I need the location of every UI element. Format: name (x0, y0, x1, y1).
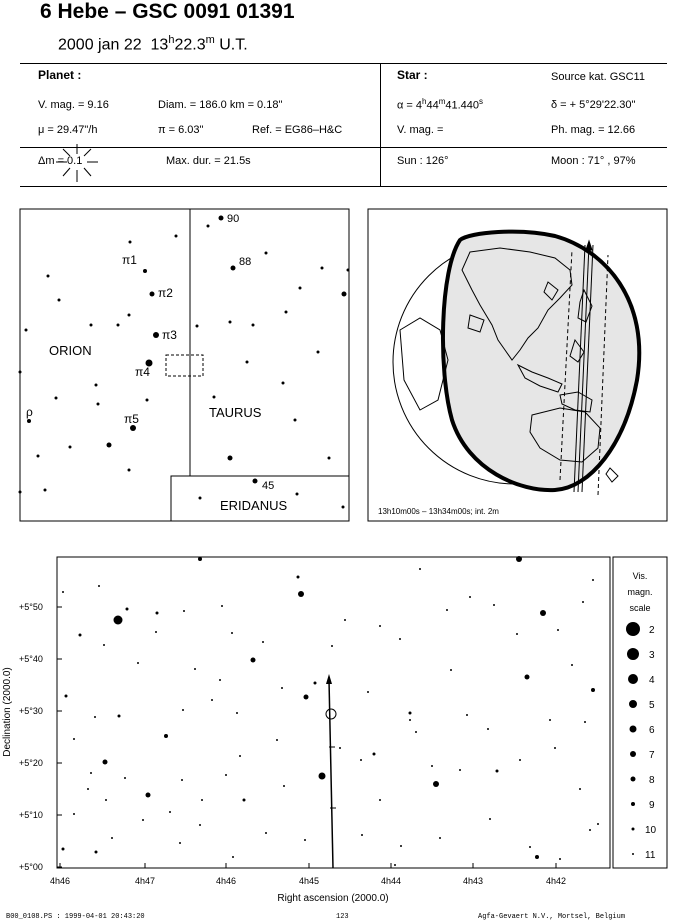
star-label-rho: ρ (26, 405, 33, 419)
scale-title-line1: Vis. (632, 571, 648, 581)
star-phmag: Ph. mag. = 12.66 (551, 124, 636, 136)
xtick-label: 4h45 (298, 876, 320, 886)
target-star-marker (326, 709, 336, 719)
mag-label: 3 (649, 650, 655, 661)
xtick-label: 4h44 (380, 876, 402, 886)
y-axis-label: Declination (2000.0) (2, 667, 13, 757)
star-label-88: 88 (239, 256, 252, 268)
ytick-label: +5°40 (19, 654, 43, 664)
planet-vmag: V. mag. = 9.16 (38, 99, 109, 111)
star-label-45: 45 (262, 480, 275, 492)
xtick-label: 4h46 (215, 876, 237, 886)
detail-chart-frame (57, 557, 610, 868)
mag-label: 7 (649, 750, 655, 761)
ytick-label: +5°00 (19, 862, 43, 872)
moon-info: Moon : 71° , 97% (551, 155, 636, 167)
occultation-visibility-region (443, 232, 639, 490)
star-label-pi5: π5 (124, 412, 139, 426)
constellation-taurus: TAURUS (209, 405, 262, 420)
xtick-label: 4h42 (545, 876, 567, 886)
scale-title-line2: magn. (627, 587, 653, 597)
xtick-label: 4h43 (462, 876, 484, 886)
max-duration: Max. dur. = 21.5s (166, 155, 251, 167)
mag-label: 8 (649, 775, 655, 786)
magnitude-scale-labels (645, 625, 657, 861)
magnitude-scale-title (627, 571, 652, 613)
star-label-pi1: π1 (122, 253, 137, 267)
planet-motion: μ = 29.47"/h (38, 124, 98, 136)
mag-label: 6 (649, 725, 655, 736)
mag-label: 11 (645, 850, 656, 861)
star-vmag: V. mag. = (397, 124, 444, 136)
globe-time-caption: 13h10m00s – 13h34m00s; int. 2m (378, 507, 499, 516)
event-time-hours: 13 (150, 36, 169, 54)
star-label-pi3: π3 (162, 328, 177, 342)
mag-label: 9 (649, 800, 655, 811)
star-label-90: 90 (227, 213, 240, 225)
ytick-label: +5°50 (19, 602, 43, 612)
asteroid-track (326, 674, 336, 868)
finder-stars (19, 216, 350, 509)
mag-label: 5 (649, 700, 655, 711)
planet-diameter: Diam. = 186.0 km = 0.18" (158, 99, 283, 111)
sun-elongation: Sun : 126° (397, 155, 449, 167)
ra-prefix: α = 4 (397, 99, 423, 112)
ra-s-unit: s (479, 97, 484, 106)
detail-field-box (166, 355, 203, 376)
time-system: U.T. (214, 36, 248, 54)
planet-parallax: π = 6.03" (158, 124, 204, 136)
xtick-label: 4h46 (49, 876, 71, 886)
page-title: 6 Hebe – GSC 0091 01391 (40, 0, 295, 23)
magnitude-drop: Δm = 0.1 (38, 155, 83, 167)
scale-title-line3: scale (629, 603, 651, 613)
detail-chart-ticks (57, 607, 556, 868)
planet-orbit-ref: Ref. = EG86–H&C (252, 124, 343, 136)
mag-label: 4 (649, 675, 655, 686)
ra-h-unit: h (422, 97, 427, 106)
star-label-pi2: π2 (158, 286, 173, 300)
hours-unit: h (168, 34, 175, 46)
star-declination: δ = + 5°29'22.30" (551, 99, 636, 111)
ytick-label: +5°30 (19, 706, 43, 716)
footer-file-info: B00_0108.PS : 1999-04-01 20:43:20 (6, 913, 145, 921)
mag-label: 10 (645, 825, 657, 836)
ytick-label: +5°10 (19, 810, 43, 820)
ra-seconds: 41.440 (445, 99, 480, 112)
minutes-unit: m (205, 34, 215, 46)
star-label-pi4: π4 (135, 365, 150, 379)
planet-heading: Planet : (38, 68, 82, 82)
y-axis-tick-labels (19, 602, 43, 872)
footer-page-number: 123 (336, 913, 349, 921)
mag-label: 2 (649, 625, 655, 636)
ytick-label: +5°20 (19, 758, 43, 768)
x-axis-label: Right ascension (2000.0) (277, 893, 389, 904)
xtick-label: 4h47 (134, 876, 156, 886)
magnitude-scale-dots (626, 622, 640, 855)
ra-minutes: 44 (426, 99, 439, 112)
constellation-labels (49, 343, 288, 513)
x-axis-tick-labels (50, 876, 566, 886)
ra-m-unit: m (438, 97, 446, 106)
constellation-orion: ORION (49, 343, 92, 358)
finder-frame (20, 209, 349, 521)
star-source-catalog: Source kat. GSC11 (551, 71, 645, 83)
star-heading: Star : (397, 68, 428, 82)
footer-organization: Agfa-Gevaert N.V., Mortsel, Belgium (478, 913, 626, 921)
event-time-minutes: 22.3 (174, 36, 206, 54)
event-date: 2000 jan 22 (58, 36, 142, 54)
constellation-eridanus: ERIDANUS (220, 498, 288, 513)
